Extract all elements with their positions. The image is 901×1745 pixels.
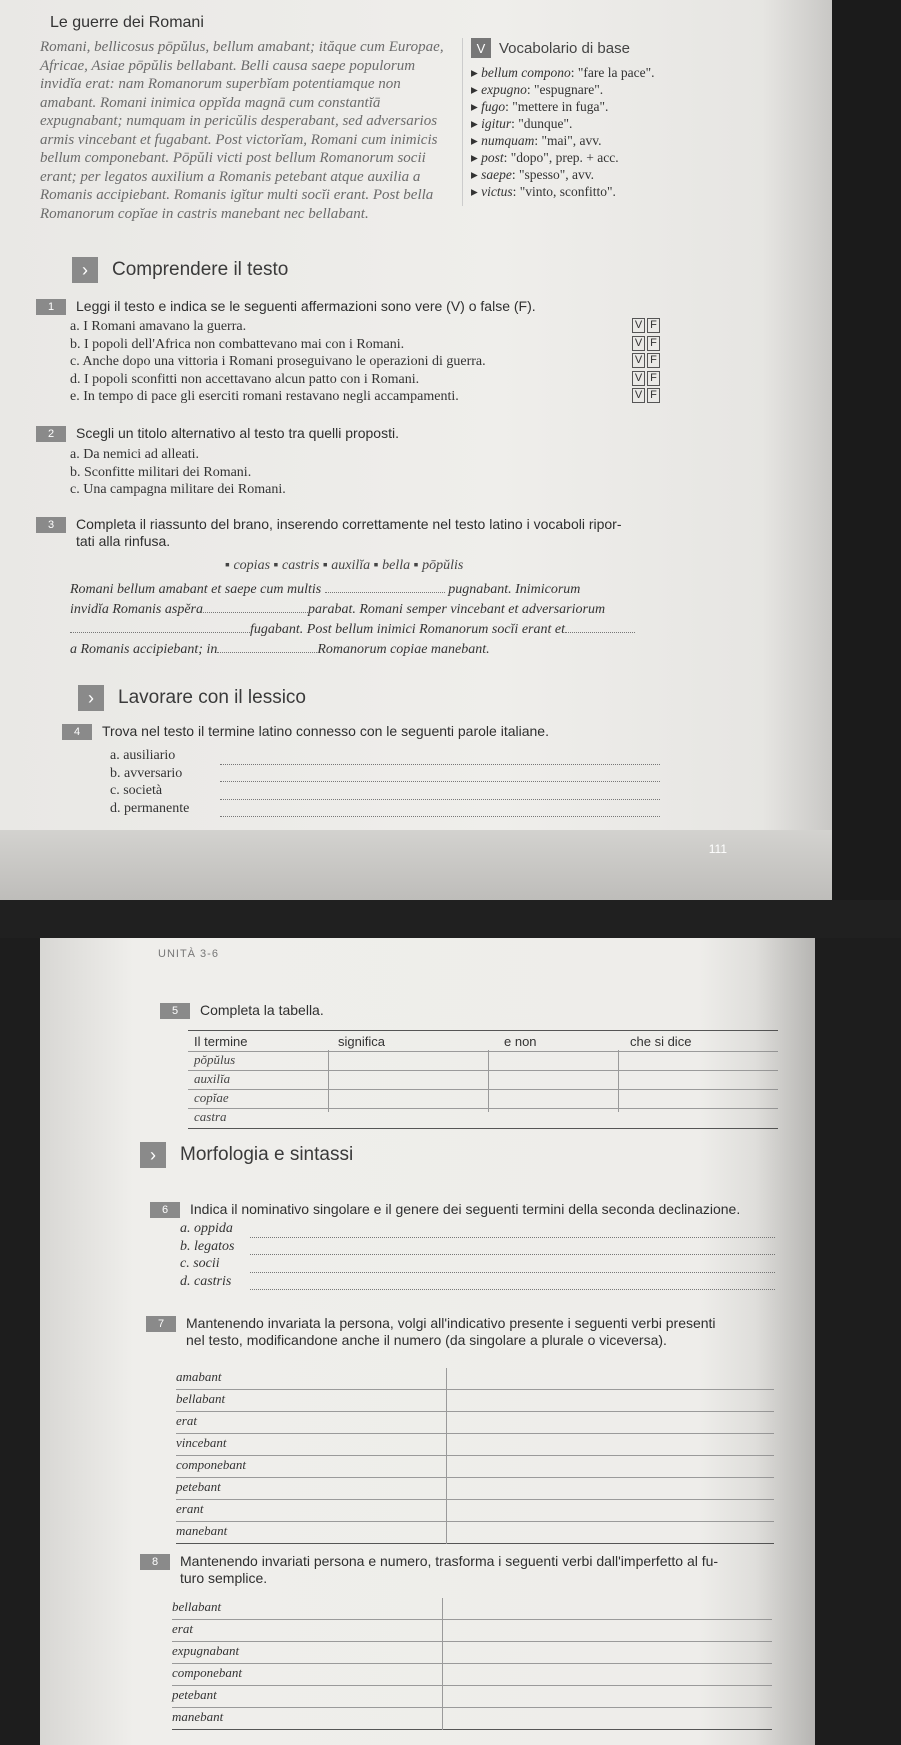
unit-label: UNITÀ 3-6 bbox=[158, 948, 219, 960]
true-checkbox[interactable]: V bbox=[632, 353, 645, 368]
latin-line: armis vincebant et fugabant. Post victorĭam, Romani cum inimicis bbox=[40, 131, 438, 148]
verb-row: componebant bbox=[176, 1456, 774, 1478]
section-header-morfologia bbox=[132, 1138, 752, 1172]
blank-field[interactable] bbox=[70, 632, 250, 633]
cloze-text: Romani bellum amabant et saepe cum multis pugnabant. Inimicorum invidĭa Romanis aspĕra parabat. Romani semper vincebant et adversariorum fugabant. Post bellum inimici Romanorum socĭi erant et a Romanis accipiebant; in Romanorum copiae manebant. bbox=[70, 580, 660, 660]
exercise-number-badge: 8 bbox=[140, 1554, 170, 1570]
verb-row: vincebant bbox=[176, 1434, 774, 1456]
verb-row: expugnabant bbox=[172, 1642, 772, 1664]
exercise-number-badge: 5 bbox=[160, 1003, 190, 1019]
exercise-1-instruction: 1 Leggi il testo e indica se le seguenti affermazioni sono vere (V) o false (F). bbox=[36, 298, 536, 315]
exercise-number-badge: 1 bbox=[36, 299, 66, 315]
true-false-boxes bbox=[632, 336, 660, 354]
declension-row: c. socii bbox=[180, 1255, 775, 1273]
table-row-term: castra bbox=[194, 1109, 227, 1124]
true-false-boxes bbox=[632, 388, 660, 406]
section-title: Lavorare con il lessico bbox=[118, 687, 306, 708]
vocabulary-item: ▸ bellum compono: "fare la pace". bbox=[471, 65, 655, 80]
false-checkbox[interactable]: F bbox=[647, 371, 660, 386]
exercise-5-instruction: 5 Completa la tabella. bbox=[160, 1002, 324, 1019]
false-checkbox[interactable]: F bbox=[647, 336, 660, 351]
exercise-7-table bbox=[176, 1368, 774, 1544]
true-false-row: e. In tempo di pace gli eserciti romani restavano negli accampamenti. V F bbox=[70, 388, 660, 406]
declension-row: a. oppida bbox=[180, 1220, 775, 1238]
page-edge-shadow bbox=[755, 938, 815, 1745]
page-footer-band bbox=[0, 830, 832, 900]
table-header: significa bbox=[338, 1034, 385, 1049]
section-title: Morfologia e sintassi bbox=[180, 1144, 354, 1165]
dark-margin bbox=[832, 0, 901, 900]
latin-line: invidĭa erat: nam Romanorum superbĭam potentiamque non bbox=[40, 76, 401, 92]
blank-field[interactable] bbox=[203, 612, 308, 613]
blank-field[interactable] bbox=[565, 632, 635, 633]
verb-row: componebant bbox=[172, 1664, 772, 1686]
vocabulary-row: d. permanente bbox=[110, 800, 660, 818]
exercise-number-badge: 3 bbox=[36, 517, 66, 533]
table-row-term: pŏpŭlus bbox=[194, 1052, 236, 1067]
declension-row: d. castris bbox=[180, 1273, 775, 1291]
page-edge-shadow bbox=[762, 0, 832, 900]
true-checkbox[interactable]: V bbox=[632, 318, 645, 333]
true-false-boxes bbox=[632, 371, 660, 389]
chevron-right-icon: › bbox=[78, 685, 104, 711]
vocabulary-header bbox=[471, 38, 671, 58]
textbook-page-112 bbox=[40, 938, 815, 1745]
exercise-4-items bbox=[110, 747, 660, 817]
true-false-boxes bbox=[632, 353, 660, 371]
blank-field[interactable] bbox=[325, 592, 445, 593]
table-header: che si dice bbox=[630, 1034, 692, 1049]
true-false-row: b. I popoli dell'Africa non combattevano mai con i Romani. V F bbox=[70, 336, 660, 354]
true-false-row: d. I popoli sconfitti non accettavano alcun patto con i Romani. V F bbox=[70, 371, 660, 389]
table-header: e non bbox=[504, 1034, 537, 1049]
verb-row: bellabant bbox=[176, 1390, 774, 1412]
page-number: 111 bbox=[708, 842, 727, 856]
declension-row: b. legatos bbox=[180, 1238, 775, 1256]
verb-row: petebant bbox=[176, 1478, 774, 1500]
true-false-row: c. Anche dopo una vittoria i Romani proseguivano le operazioni di guerra. V F bbox=[70, 353, 660, 371]
textbook-page-111 bbox=[0, 0, 832, 900]
choice-option[interactable]: c. Una campagna militare dei Romani. bbox=[70, 482, 286, 497]
answer-field[interactable] bbox=[220, 782, 660, 800]
true-checkbox[interactable]: V bbox=[632, 336, 645, 351]
scan-divider bbox=[0, 900, 901, 938]
latin-line: Romanorum copĭae in castris manebant nec bellabant. bbox=[40, 205, 369, 222]
false-checkbox[interactable]: F bbox=[647, 318, 660, 333]
exercise-3-instruction: 3 Completa il riassunto del brano, inserendo correttamente nel testo latino i vocaboli ripor- tati alla rinfusa. bbox=[36, 516, 666, 550]
answer-field[interactable] bbox=[250, 1273, 775, 1291]
choice-option[interactable]: b. Sconfitte militari dei Romani. bbox=[70, 464, 252, 480]
vocabulary-item: ▸ saepe: "spesso", avv. bbox=[471, 167, 595, 182]
false-checkbox[interactable]: F bbox=[647, 353, 660, 368]
vocabulary-item: ▸ victus: "vinto, sconfitto". bbox=[471, 184, 616, 199]
latin-line: Romani, bellicosus pōpŭlus, bellum amabant; ităque cum Europae, bbox=[40, 39, 444, 55]
exercise-number-badge: 4 bbox=[62, 724, 92, 740]
verb-row: petebant bbox=[172, 1686, 772, 1708]
answer-field[interactable] bbox=[220, 800, 660, 818]
exercise-1-items bbox=[70, 318, 660, 406]
vocabulary-item: ▸ post: "dopo", prep. + acc. bbox=[471, 150, 619, 165]
exercise-number-badge: 2 bbox=[36, 426, 66, 442]
true-false-boxes bbox=[632, 318, 660, 336]
vocabulary-title: Vocabolario di base bbox=[499, 39, 630, 57]
reading-title: Le guerre dei Romani bbox=[50, 14, 204, 31]
vocabulary-item: ▸ expugno: "espugnare". bbox=[471, 82, 604, 97]
latin-passage bbox=[40, 38, 458, 223]
section-header-comprendere bbox=[30, 253, 650, 287]
word-bank: ▪ copias ▪ castris ▪ auxilĭa ▪ bella ▪ pōpŭlis bbox=[225, 558, 464, 573]
false-checkbox[interactable]: F bbox=[647, 388, 660, 403]
vocabulary-item: ▸ numquam: "mai", avv. bbox=[471, 133, 602, 148]
vocabulary-row: b. avversario bbox=[110, 765, 660, 783]
verb-row: bellabant bbox=[172, 1598, 772, 1620]
verb-row: erat bbox=[176, 1412, 774, 1434]
exercise-6-items bbox=[180, 1220, 775, 1290]
section-header-lessico bbox=[30, 681, 650, 715]
exercise-7-instruction: 7 Mantenendo invariata la persona, volgi all'indicativo presente i seguenti verbi presenti nel testo, modificandone anche il numero (da singolare a plurale o viceversa). bbox=[146, 1315, 796, 1349]
latin-line: amabant. Romani inimica oppĭda magnā cum constantĭā bbox=[40, 94, 381, 111]
table-row-term: auxilĭa bbox=[194, 1071, 231, 1086]
table-row-term: copĭae bbox=[194, 1090, 229, 1105]
verb-row: amabant bbox=[176, 1368, 774, 1390]
vocabulary-row: a. ausiliario bbox=[110, 747, 660, 765]
exercise-number-badge: 7 bbox=[146, 1316, 176, 1332]
exercise-8-instruction: 8 Mantenendo invariati persona e numero, trasforma i seguenti verbi dall'imperfetto al fu- turo semplice. bbox=[140, 1553, 800, 1587]
latin-line: erant; per legatos auxilium a Romanis petebant atque auxilia a bbox=[40, 168, 421, 185]
vocabulary-badge-icon: V bbox=[471, 38, 491, 58]
table-header: Il termine bbox=[194, 1034, 248, 1049]
exercise-6-instruction: 6 Indica il nominativo singolare e il genere dei seguenti termini della seconda declinazione. bbox=[150, 1201, 740, 1218]
blank-field[interactable] bbox=[217, 652, 317, 653]
answer-field[interactable] bbox=[220, 765, 660, 783]
exercise-4-instruction: 4 Trova nel testo il termine latino connesso con le seguenti parole italiane. bbox=[62, 723, 549, 740]
chevron-right-icon: › bbox=[72, 257, 98, 283]
exercise-8-table bbox=[172, 1598, 772, 1730]
vocabulary-item: ▸ igitur: "dunque". bbox=[471, 116, 573, 131]
verb-row: erat bbox=[172, 1620, 772, 1642]
vocabulary-list bbox=[471, 64, 671, 200]
section-title: Comprendere il testo bbox=[112, 259, 289, 280]
exercise-2-instruction: 2 Scegli un titolo alternativo al testo tra quelli proposti. bbox=[36, 425, 399, 442]
vocabulary-item: ▸ fugo: "mettere in fuga". bbox=[471, 99, 609, 114]
latin-line: Romanis accipiebant. Romanis igĭtur multi socĭi erant. Post bella bbox=[40, 187, 434, 203]
latin-line: bellum componebant. Pōpŭli victi post bellum Romanorum socii bbox=[40, 150, 426, 166]
verb-row: manebant bbox=[176, 1522, 774, 1544]
verb-row: manebant bbox=[172, 1708, 772, 1730]
verb-row: erant bbox=[176, 1500, 774, 1522]
choice-option[interactable]: a. Da nemici ad alleati. bbox=[70, 447, 200, 462]
exercise-number-badge: 6 bbox=[150, 1202, 180, 1218]
vocabulary-box bbox=[462, 38, 671, 206]
true-checkbox[interactable]: V bbox=[632, 371, 645, 386]
answer-field[interactable] bbox=[250, 1255, 775, 1273]
latin-line: expugnabant; numquam in pericŭlis desperabant, sed adversarios bbox=[40, 113, 438, 129]
vocabulary-row: c. società bbox=[110, 782, 660, 800]
completion-table bbox=[188, 1030, 778, 1124]
exercise-2-items bbox=[70, 446, 286, 499]
chevron-right-icon: › bbox=[140, 1142, 166, 1168]
answer-field[interactable] bbox=[220, 747, 660, 765]
true-checkbox[interactable]: V bbox=[632, 388, 645, 403]
answer-field[interactable] bbox=[250, 1238, 775, 1256]
answer-field[interactable] bbox=[250, 1220, 775, 1238]
latin-line: Africae, Asiae pōpŭlis bellabant. Belli causa saepe populorum bbox=[40, 57, 416, 74]
true-false-row: a. I Romani amavano la guerra. V F bbox=[70, 318, 660, 336]
